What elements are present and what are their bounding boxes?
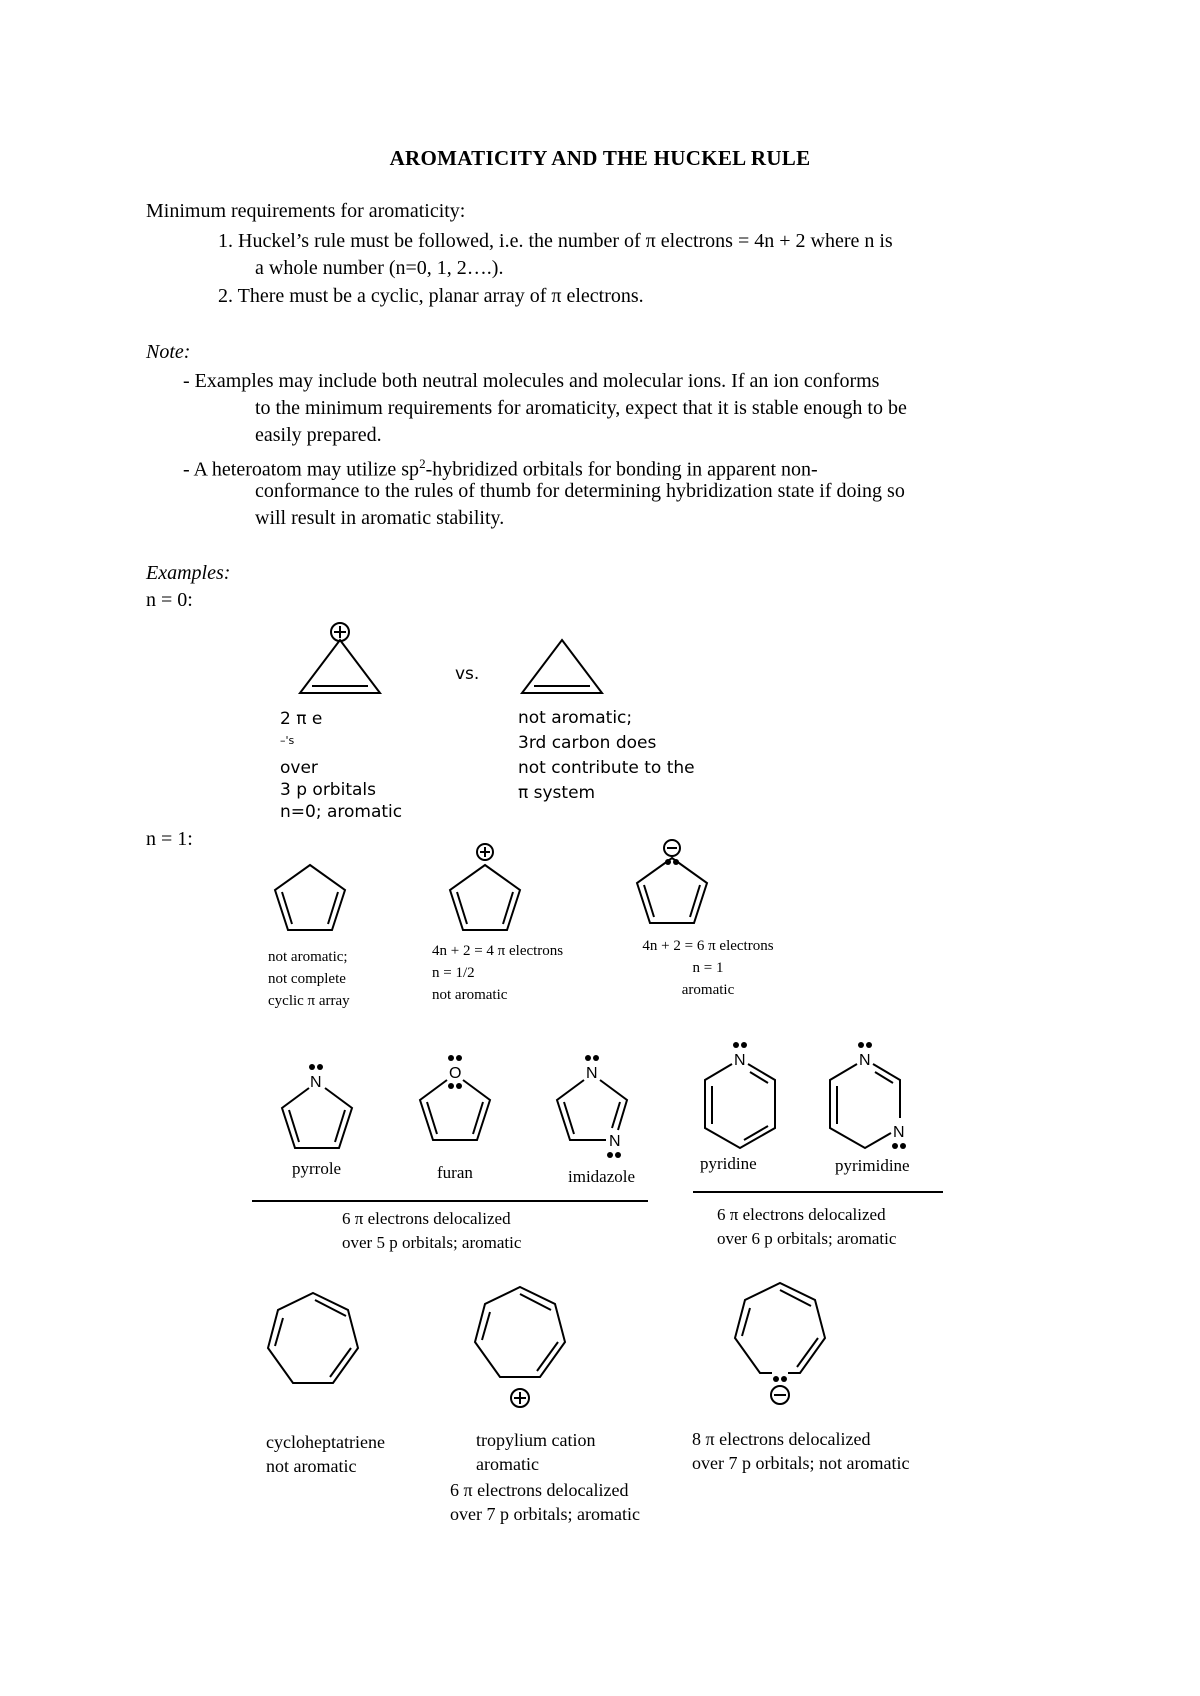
examples-label: Examples: bbox=[146, 562, 231, 584]
tropylium-caption-bottom bbox=[450, 1478, 640, 1526]
pyrim-lp-2 bbox=[866, 1042, 872, 1048]
five-ring-divider bbox=[252, 1200, 648, 1202]
tropylium-cation-structure bbox=[465, 1282, 575, 1412]
cyclopentadienyl-cation-structure bbox=[445, 840, 525, 940]
cp-anion-ring bbox=[637, 858, 707, 923]
cp-caption-line3: cyclic π array bbox=[268, 993, 350, 1009]
cycloheptatriene-caption bbox=[266, 1430, 385, 1478]
note-bullet-2-pre: - A heteroatom may utilize sp bbox=[183, 458, 420, 481]
requirement-1-line2: a whole number (n=0, 1, 2….). bbox=[255, 257, 504, 279]
pyrrole-lp-2 bbox=[317, 1064, 323, 1070]
six-ring-caption-line1: 6 π electrons delocalized bbox=[717, 1205, 886, 1224]
furan-structure bbox=[415, 1052, 495, 1152]
pyrimidine-n3-label: N bbox=[893, 1124, 905, 1141]
imid-lp-1 bbox=[585, 1055, 591, 1061]
cpcat-caption-line1: 4n + 2 = 4 π electrons bbox=[432, 943, 564, 959]
anion-caption-line1: 8 π electrons delocalized bbox=[692, 1429, 871, 1449]
note-bullet-2-post: -hybridized orbitals for bonding in apparent non- bbox=[425, 458, 818, 481]
cp-cation-caption bbox=[432, 940, 563, 1006]
pyrimidine-label: pyrimidine bbox=[835, 1156, 910, 1175]
imidazole-ring-left bbox=[557, 1080, 606, 1140]
cht-ring bbox=[268, 1293, 358, 1383]
pyrim-lp-4 bbox=[900, 1143, 906, 1149]
cyclopentadiene-caption bbox=[268, 946, 350, 1012]
cation-caption-text: 2 π e bbox=[280, 709, 323, 729]
five-ring-caption-line2: over 5 p orbitals; aromatic bbox=[342, 1233, 522, 1252]
six-ring-caption bbox=[717, 1203, 896, 1251]
furan-lp-3 bbox=[448, 1083, 454, 1089]
note-bullet-2-line3: will result in aromatic stability. bbox=[255, 507, 505, 529]
pyrim-lp-3 bbox=[892, 1143, 898, 1149]
trop-db-2 bbox=[482, 1312, 490, 1340]
cycloheptatriene-structure bbox=[258, 1288, 368, 1398]
cht-caption-line1: cycloheptatriene bbox=[266, 1432, 385, 1452]
anion-lp-2 bbox=[781, 1376, 787, 1382]
imid-lp-4 bbox=[615, 1152, 621, 1158]
trop-caption-line2: aromatic bbox=[476, 1454, 539, 1474]
imidazole-label: imidazole bbox=[568, 1167, 636, 1186]
pyrrole-structure bbox=[277, 1058, 357, 1158]
cation-caption-line3: n=0; aromatic bbox=[280, 801, 403, 822]
cyclopentadienyl-anion-structure bbox=[632, 838, 712, 938]
pyrrole-lp-1 bbox=[309, 1064, 315, 1070]
neutral-caption-line1: not aromatic; bbox=[518, 708, 633, 728]
note-bullet-1-line2: to the minimum requirements for aromaticity, expect that it is stable enough to be bbox=[255, 397, 907, 419]
cation-caption-line1 bbox=[280, 708, 402, 779]
imid-lp-3 bbox=[607, 1152, 613, 1158]
imidazole-n3-label: N bbox=[609, 1133, 621, 1150]
five-ring-caption bbox=[342, 1207, 521, 1255]
anion-ring bbox=[735, 1283, 825, 1373]
cp-anion-caption bbox=[628, 935, 788, 1001]
anion-db-2 bbox=[742, 1308, 750, 1336]
five-ring-caption-line1: 6 π electrons delocalized bbox=[342, 1209, 511, 1228]
cp-caption-line2: not complete bbox=[268, 971, 346, 987]
furan-lp-4 bbox=[456, 1083, 462, 1089]
note-bullet-2-line2: conformance to the rules of thumb for determining hybridization state if doing so bbox=[255, 480, 905, 502]
cation-caption-post: over bbox=[280, 757, 318, 778]
pyrim-lp-1 bbox=[858, 1042, 864, 1048]
imid-lp-2 bbox=[593, 1055, 599, 1061]
requirements-heading: Minimum requirements for aromaticity: bbox=[146, 200, 466, 222]
pyrrole-label: pyrrole bbox=[292, 1159, 342, 1178]
cht-db-2 bbox=[275, 1318, 283, 1346]
furan-label: furan bbox=[437, 1163, 473, 1182]
anion-lp-1 bbox=[773, 1376, 779, 1382]
requirement-2: 2. There must be a cyclic, planar array of π electrons. bbox=[218, 285, 644, 307]
requirement-1-line1: 1. Huckel’s rule must be followed, i.e. the number of π electrons = 4n + 2 where n is bbox=[218, 230, 893, 252]
cyclopentadiene-structure bbox=[270, 860, 350, 940]
six-ring-divider bbox=[693, 1191, 943, 1193]
trop-db-1 bbox=[520, 1294, 551, 1310]
note-bullet-1-line3: easily prepared. bbox=[255, 424, 382, 446]
cation-caption-sup: –'s bbox=[280, 734, 295, 747]
tropylium-caption-top bbox=[476, 1428, 595, 1476]
cycloheptatrienyl-anion-structure bbox=[725, 1278, 835, 1418]
imidazole-n1-label: N bbox=[586, 1065, 598, 1082]
pyridine-lp-2 bbox=[741, 1042, 747, 1048]
pyridine-label: pyridine bbox=[700, 1154, 757, 1173]
cpcat-caption-line3: not aromatic bbox=[432, 987, 508, 1003]
vs-label: vs. bbox=[455, 664, 480, 684]
cpan-caption-line1: 4n + 2 = 6 π electrons bbox=[642, 938, 774, 954]
six-ring-caption-line2: over 6 p orbitals; aromatic bbox=[717, 1229, 897, 1248]
note-bullet-1-line1: - Examples may include both neutral molecules and molecular ions. If an ion conforms bbox=[183, 370, 880, 392]
cp-caption-line1: not aromatic; bbox=[268, 949, 348, 965]
cpcat-caption-line2: n = 1/2 bbox=[432, 965, 475, 981]
note-label: Note: bbox=[146, 341, 191, 363]
page-title: AROMATICITY AND THE HUCKEL RULE bbox=[389, 146, 811, 170]
pyrrole-n-label: N bbox=[310, 1074, 322, 1091]
anion-db-1 bbox=[780, 1290, 811, 1306]
trop-caption-line4: over 7 p orbitals; aromatic bbox=[450, 1504, 640, 1524]
pyrimidine-structure bbox=[825, 1038, 915, 1168]
cyclopropene-structure bbox=[512, 630, 612, 700]
furan-lp-1 bbox=[448, 1055, 454, 1061]
furan-lp-2 bbox=[456, 1055, 462, 1061]
trop-caption-line3: 6 π electrons delocalized bbox=[450, 1480, 629, 1500]
anion-caption-line2: over 7 p orbitals; not aromatic bbox=[692, 1453, 910, 1473]
cyclopropenyl-cation-structure bbox=[290, 620, 390, 700]
furan-o-label: O bbox=[449, 1065, 462, 1082]
cht-caption-line2: not aromatic bbox=[266, 1456, 357, 1476]
trop-ring bbox=[475, 1287, 565, 1377]
cp-cation-ring bbox=[450, 865, 520, 930]
cyclopropenyl-cation-caption bbox=[280, 708, 402, 823]
pyridine-structure bbox=[700, 1038, 780, 1158]
pyridine-n-label: N bbox=[734, 1052, 746, 1069]
neutral-caption-line4: π system bbox=[518, 783, 596, 803]
anion-caption bbox=[692, 1427, 909, 1475]
cyclopropene-caption bbox=[518, 706, 695, 806]
neutral-caption-line3: not contribute to the bbox=[518, 758, 695, 778]
cpan-caption-line2: n = 1 bbox=[692, 960, 724, 976]
trop-caption-line1: tropylium cation bbox=[476, 1430, 596, 1450]
cation-caption-line2: 3 p orbitals bbox=[280, 779, 376, 800]
pyridine-ring bbox=[705, 1064, 775, 1148]
pyrimidine-n1-label: N bbox=[859, 1052, 871, 1069]
cyclopentadiene-ring bbox=[275, 865, 345, 930]
note-bullet-2-sup: 2 bbox=[419, 456, 426, 471]
imidazole-structure bbox=[552, 1052, 642, 1162]
n0-label: n = 0: bbox=[146, 589, 193, 611]
pyridine-lp-1 bbox=[733, 1042, 739, 1048]
cpan-caption-line3: aromatic bbox=[681, 982, 735, 998]
neutral-caption-line2: 3rd carbon does bbox=[518, 733, 657, 753]
n1-label: n = 1: bbox=[146, 828, 193, 850]
